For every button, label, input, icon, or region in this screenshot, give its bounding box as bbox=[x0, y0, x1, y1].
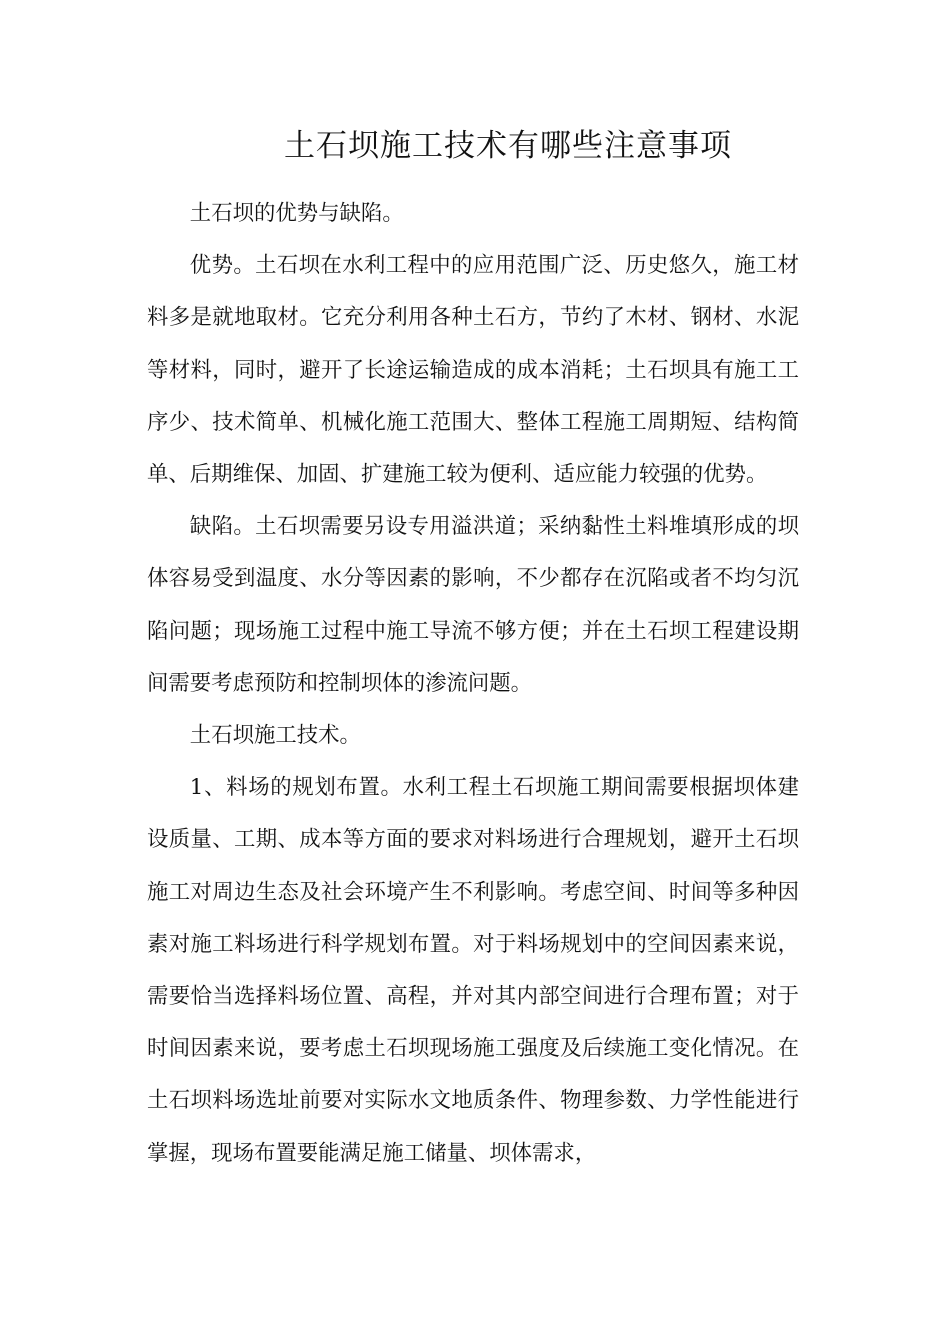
paragraph: 土石坝的优势与缺陷。 bbox=[189, 201, 404, 226]
paragraph: 缺陷。土石坝需要另设专用溢洪道；采纳黏性土料堆填形成的坝体容易受到温度、水分等因素的影响，不少都存在沉陷或者不均匀沉陷问题；现场施工过程中施工导流不够方便；并在土石坝工程建设期间需要考虑预防和控制坝体的渗流问题。 bbox=[147, 514, 799, 696]
document-title: 土石坝施工技术有哪些注意事项 bbox=[284, 128, 732, 164]
document-body bbox=[147, 188, 799, 1180]
paragraph: 土石坝施工技术。 bbox=[189, 723, 361, 749]
paragraph: 优势。土石坝在水利工程中的应用范围广泛、历史悠久，施工材料多是就地取材。它充分利用各种土石方，节约了木材、钢材、水泥等材料，同时，避开了长途运输造成的成本消耗；土石坝具有施工工序少、技术简单、机械化施工范围大、整体工程施工周期短、结构简单、后期维保、加固、扩建施工较为便利、适应能力较强的优势。 bbox=[147, 253, 799, 488]
paragraph: 1、料场的规划布置。水利工程土石坝施工期间需要根据坝体建设质量、工期、成本等方面的要求对料场进行合理规划，避开土石坝施工对周边生态及社会环境产生不利影响。考虑空间、时间等多种因素对施工料场进行科学规划布置。对于料场规划中的空间因素来说，需要恰当选择料场位置、高程，并对其内部空间进行合理布置；对于时间因素来说，要考虑土石坝现场施工强度及后续施工变化情况。在土石坝料场选址前要对实际水文地质条件、物理参数、力学性能进行掌握，现场布置要能满足施工储量、坝体需求， bbox=[147, 775, 799, 1166]
